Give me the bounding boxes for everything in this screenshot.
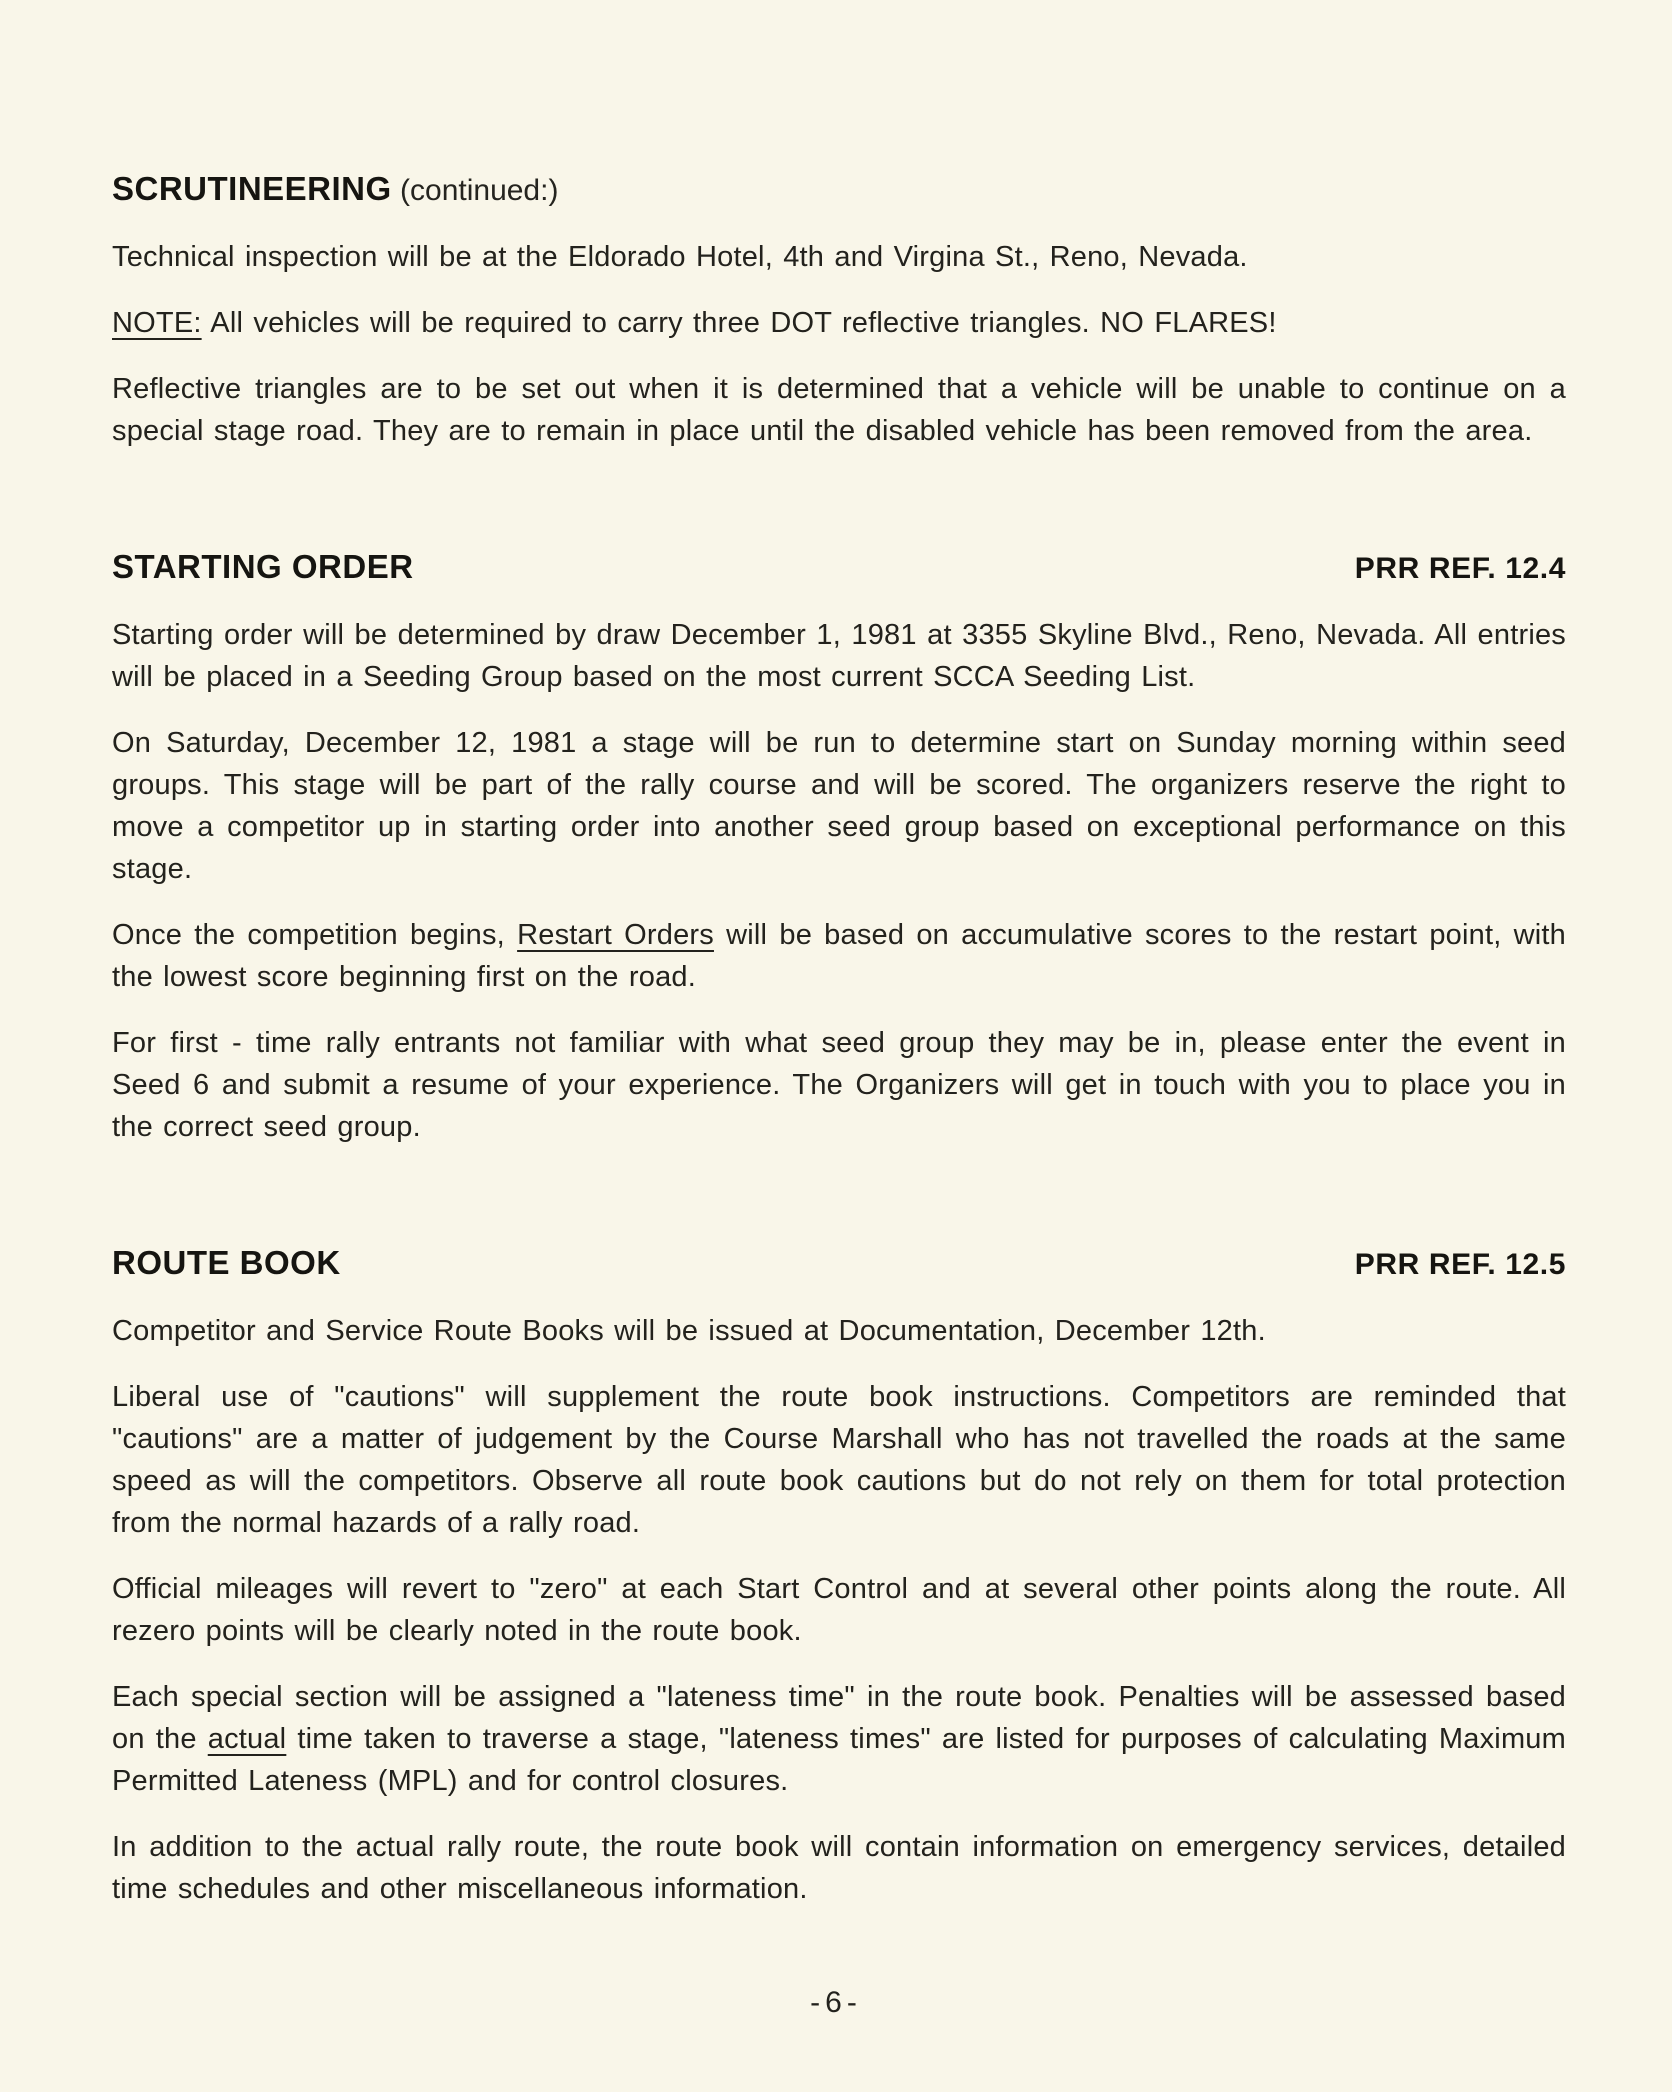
prr-ref-12-4: PRR REF. 12.4: [1354, 552, 1566, 585]
paragraph-cautions: Liberal use of "cautions" will supplement the route book instructions. Competitors are reminded that "cautions" are a matter of judgement by the Course Marshall who has not travelled the roads at the same speed as will the competitors. Observe all route book cautions but do not rely on them for total protection from the normal hazards of a rally road.: [112, 1381, 1566, 1539]
paragraph-route-book-contents: In addition to the actual rally route, the route book will contain information on emergency services, detailed time schedules and other miscellaneous information.: [112, 1831, 1566, 1905]
scrutineering-continued-label: (continued:): [391, 174, 559, 207]
note-label: NOTE:: [112, 307, 202, 339]
page-number: -6-: [810, 1986, 862, 2019]
restart-orders-post: will be based on accumulative scores to the restart point, with the lowest score beginning first on the road.: [112, 919, 1566, 993]
paragraph-starting-order-draw: Starting order will be determined by draw December 1, 1981 at 3355 Skyline Blvd., Reno, Nevada. All entries will be placed in a Seeding Group based on the most current SCCA Seeding List.: [112, 619, 1566, 693]
restart-orders-underlined: Restart Orders: [517, 919, 714, 951]
paragraph-reflective-triangles: Reflective triangles are to be set out when it is determined that a vehicle will be unable to continue on a special stage road. They are to remain in place until the disabled vehicle has been removed from the area.: [112, 373, 1566, 447]
lateness-underlined: actual: [207, 1723, 287, 1755]
note-text: All vehicles will be required to carry three DOT reflective triangles. NO FLARES!: [201, 307, 1277, 339]
section-heading-route-book: [112, 1244, 1566, 1282]
paragraph-note: [112, 302, 1566, 344]
lateness-post: time taken to traverse a stage, "lateness times" are listed for purposes of calculating Maximum Permitted Lateness (MPL) and for control closures.: [112, 1723, 1566, 1797]
paragraph-official-mileages: Official mileages will revert to "zero" at each Start Control and at several other points along the route. All rezero points will be clearly noted in the route book.: [112, 1573, 1566, 1647]
section-heading-scrutineering: [112, 170, 1566, 208]
paragraph-lateness-time: [112, 1676, 1566, 1802]
starting-order-title: STARTING ORDER: [112, 548, 414, 585]
paragraph-restart-orders: [112, 914, 1566, 998]
section-heading-starting-order: [112, 548, 1566, 586]
scrutineering-title-text: SCRUTINEERING: [112, 170, 392, 207]
restart-orders-pre: Once the competition begins,: [112, 919, 518, 951]
scrutineering-title: [112, 170, 558, 208]
paragraph-technical-inspection: Technical inspection will be at the Eldorado Hotel, 4th and Virgina St., Reno, Nevada.: [112, 241, 1248, 273]
prr-ref-12-5: PRR REF. 12.5: [1354, 1248, 1566, 1281]
paragraph-route-books-issued: Competitor and Service Route Books will be issued at Documentation, December 12th.: [112, 1315, 1266, 1347]
route-book-title: ROUTE BOOK: [112, 1244, 341, 1281]
paragraph-seed-stage: On Saturday, December 12, 1981 a stage will be run to determine start on Sunday morning within seed groups. This stage will be part of the rally course and will be scored. The organizers reserve the right to move a competitor up in starting order into another seed group based on exceptional performance on this stage.: [112, 727, 1566, 885]
paragraph-first-time-entrants: For first - time rally entrants not familiar with what seed group they may be in, please enter the event in Seed 6 and submit a resume of your experience. The Organizers will get in touch with you to place you in the correct seed group.: [112, 1027, 1566, 1143]
lateness-pre: Each special section will be assigned a "lateness time" in the route book. Penalties will be assessed based on the: [112, 1681, 1566, 1755]
